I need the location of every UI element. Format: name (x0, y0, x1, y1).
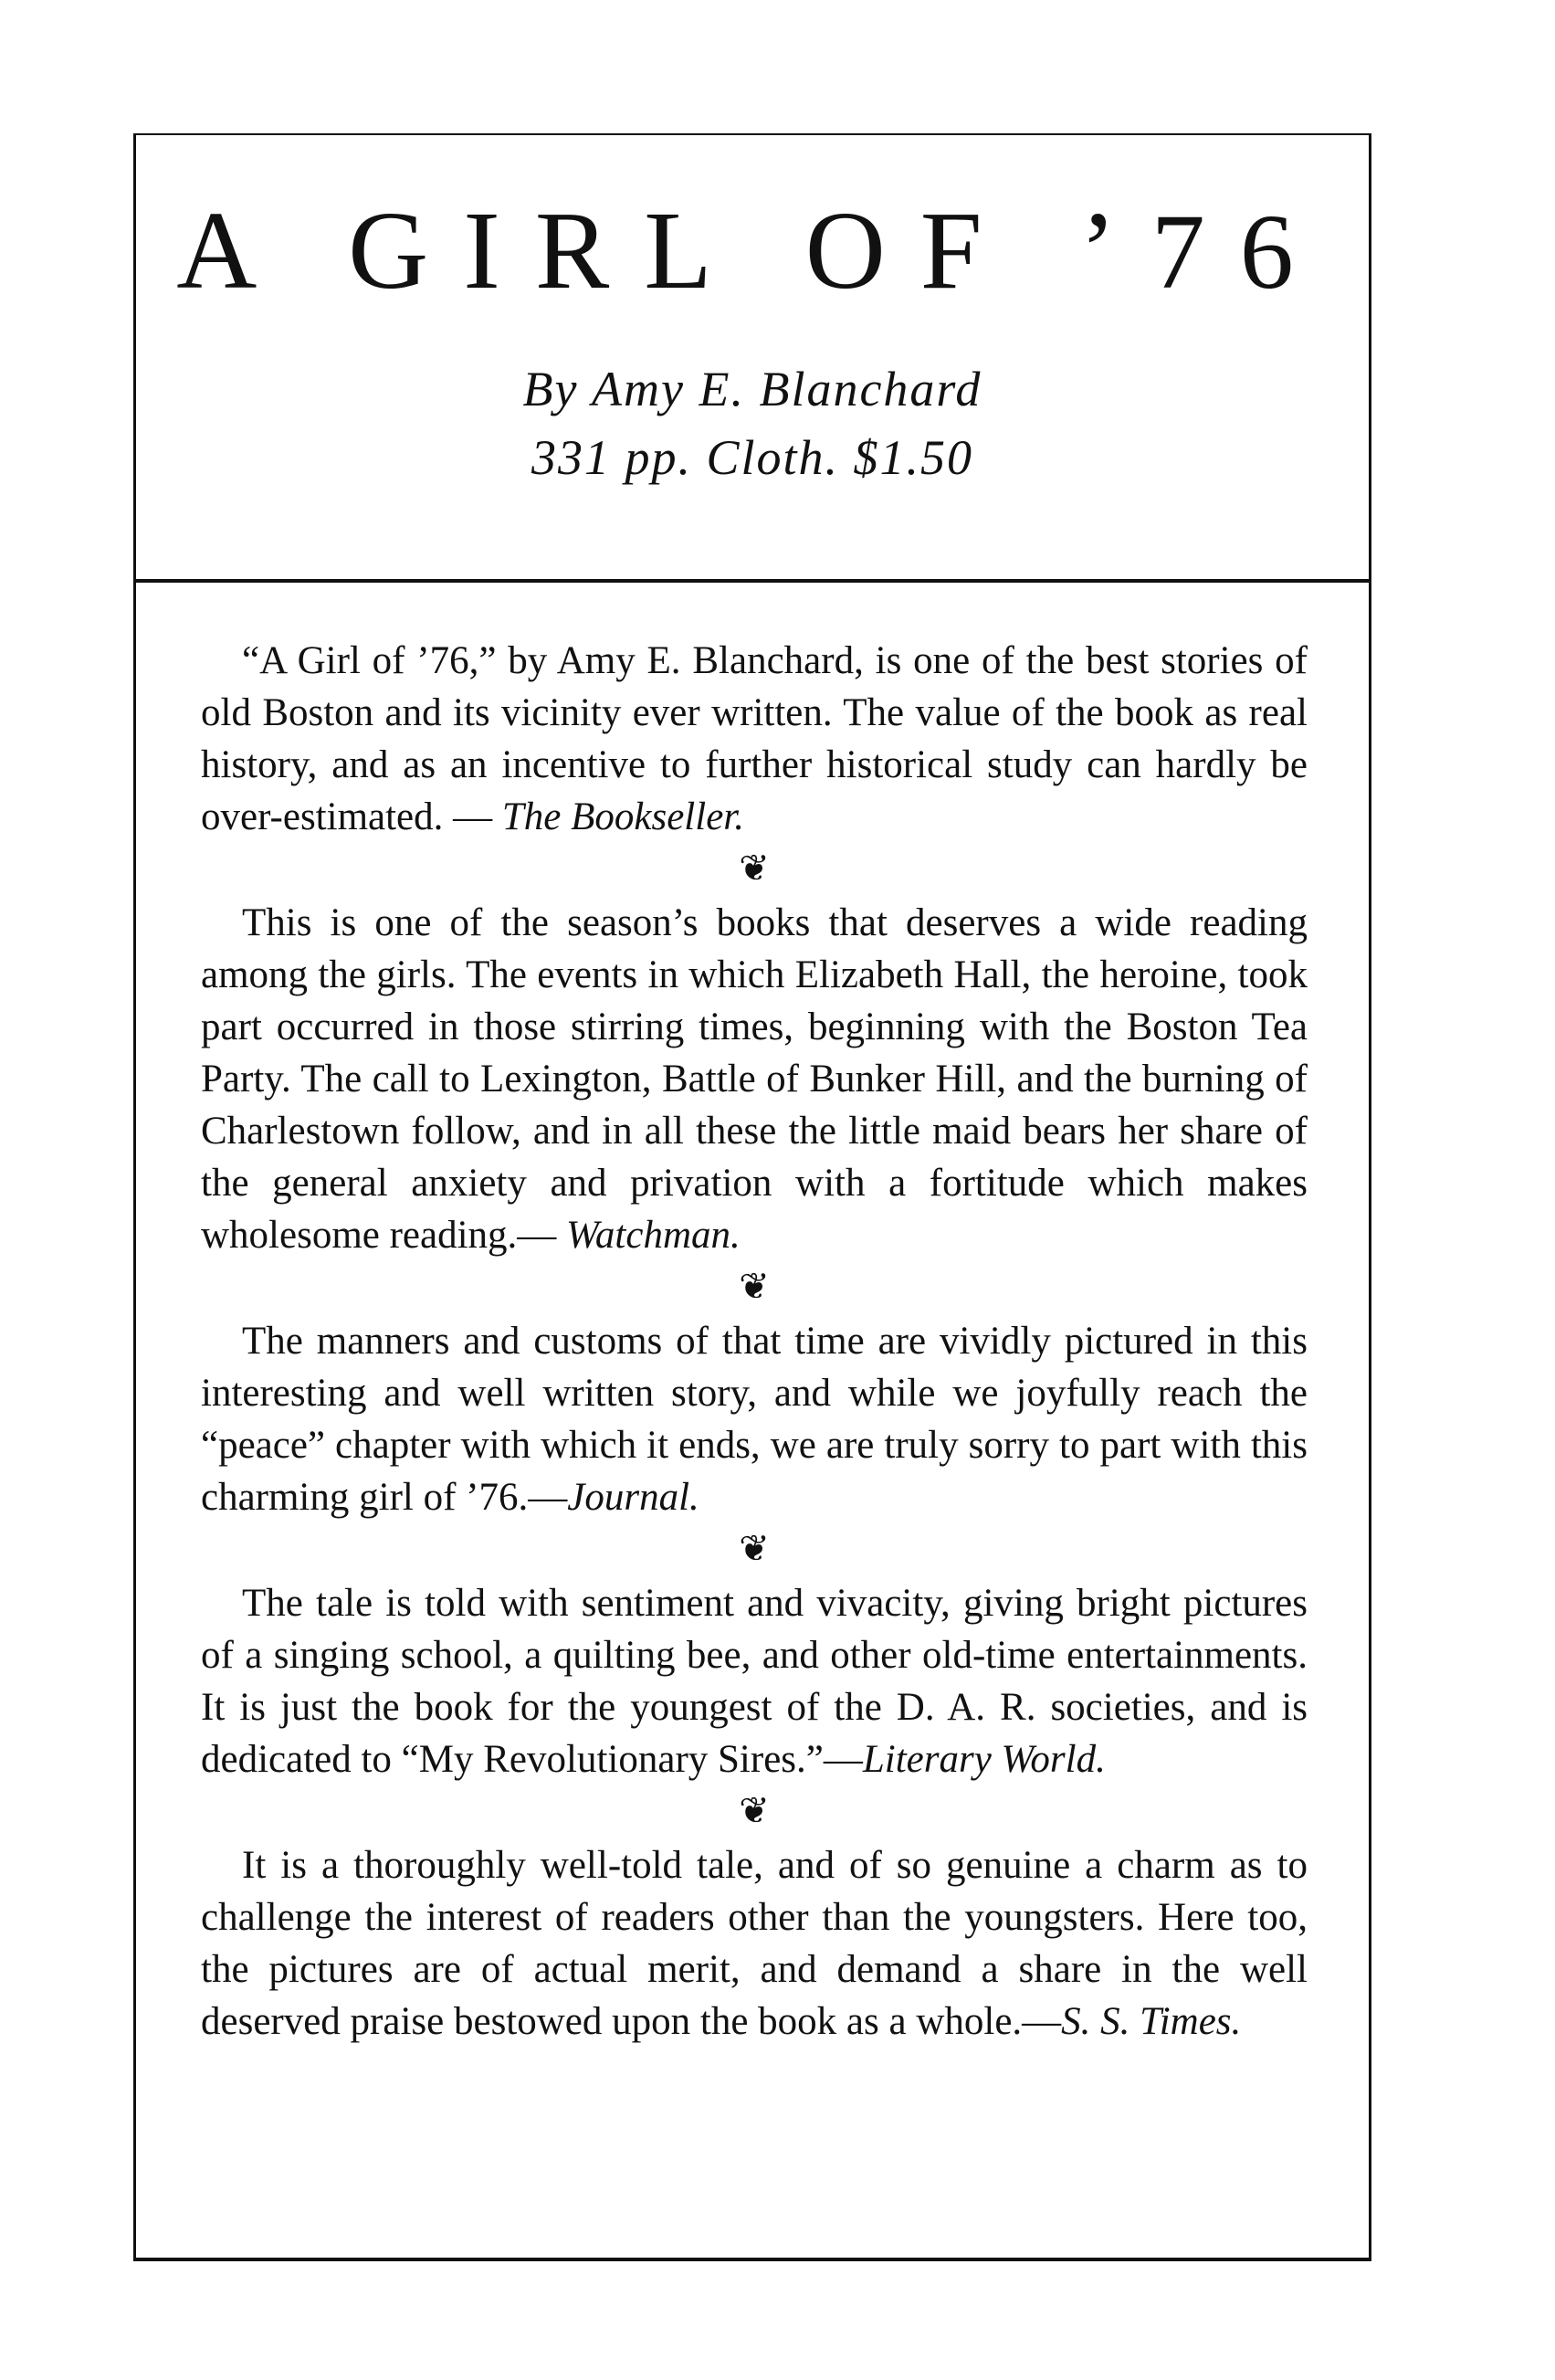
review-text: “A Girl of ’76,” by Amy E. Blanchard, is one of the best stories of old Boston and its vicinity ever written. The value of the book as real history, and as an incentive to further historical study can hardly be over-estimated. — (201, 639, 1308, 838)
book-details: 331 pp. Cloth. $1.50 (531, 430, 974, 485)
review-source: Journal. (567, 1476, 699, 1519)
title-year: 76 (1150, 192, 1329, 311)
fleuron-icon: ❦ (739, 848, 770, 889)
review-text: The tale is told with sentiment and vivacity, giving bright pictures of a singing school, a quilting bee, and other old-time entertainments. It is just the book for the youngest of the D. A. R. societies, and is dedicated to “My Revolutionary Sires.”— (201, 1582, 1308, 1781)
review-source: S. S. Times. (1061, 2000, 1242, 2043)
review (201, 1577, 1308, 1785)
review (201, 1839, 1308, 2048)
reviews (201, 635, 1308, 2048)
fleuron-icon: ❦ (739, 1790, 770, 1831)
fleuron-icon: ❦ (739, 1266, 770, 1307)
review (201, 897, 1308, 1261)
review-source: Watchman. (566, 1214, 741, 1257)
review-text: It is a thoroughly well-told tale, and of so genuine a charm as to challenge the interest of readers other than the youngsters. Here too, the pictures are of actual merit, and demand a share in the well deserved praise bestowed upon the book as a whole.— (201, 1844, 1308, 2043)
author-line: By Amy E. Blanchard (522, 362, 982, 416)
review-source: The Bookseller. (501, 795, 745, 838)
review-text: This is one of the season’s books that deserves a wide reading among the girls. The events in which Elizabeth Hall, the heroine, took part occurred in those stirring times, beginning with the Boston Tea Party. The call to Lexington, Battle of Bunker Hill, and the burning of Charlestown follow, and in all these the little maid bears her share of the general anxiety and privation with a fortitude which makes wholesome reading.— (201, 901, 1308, 1257)
review-text: The manners and customs of that time are vividly pictured in this interesting and well written story, and while we joyfully reach the “peace” chapter with which it ends, we are truly sorry to part with this charming girl of ’76.— (201, 1320, 1308, 1519)
title-text: A GIRL OF ’ (176, 189, 1151, 312)
review (201, 635, 1308, 843)
review (201, 1315, 1308, 1523)
header-divider (133, 579, 1371, 583)
review-source: Literary World. (862, 1738, 1106, 1781)
fleuron-icon: ❦ (739, 1528, 770, 1569)
book-title (133, 187, 1371, 316)
